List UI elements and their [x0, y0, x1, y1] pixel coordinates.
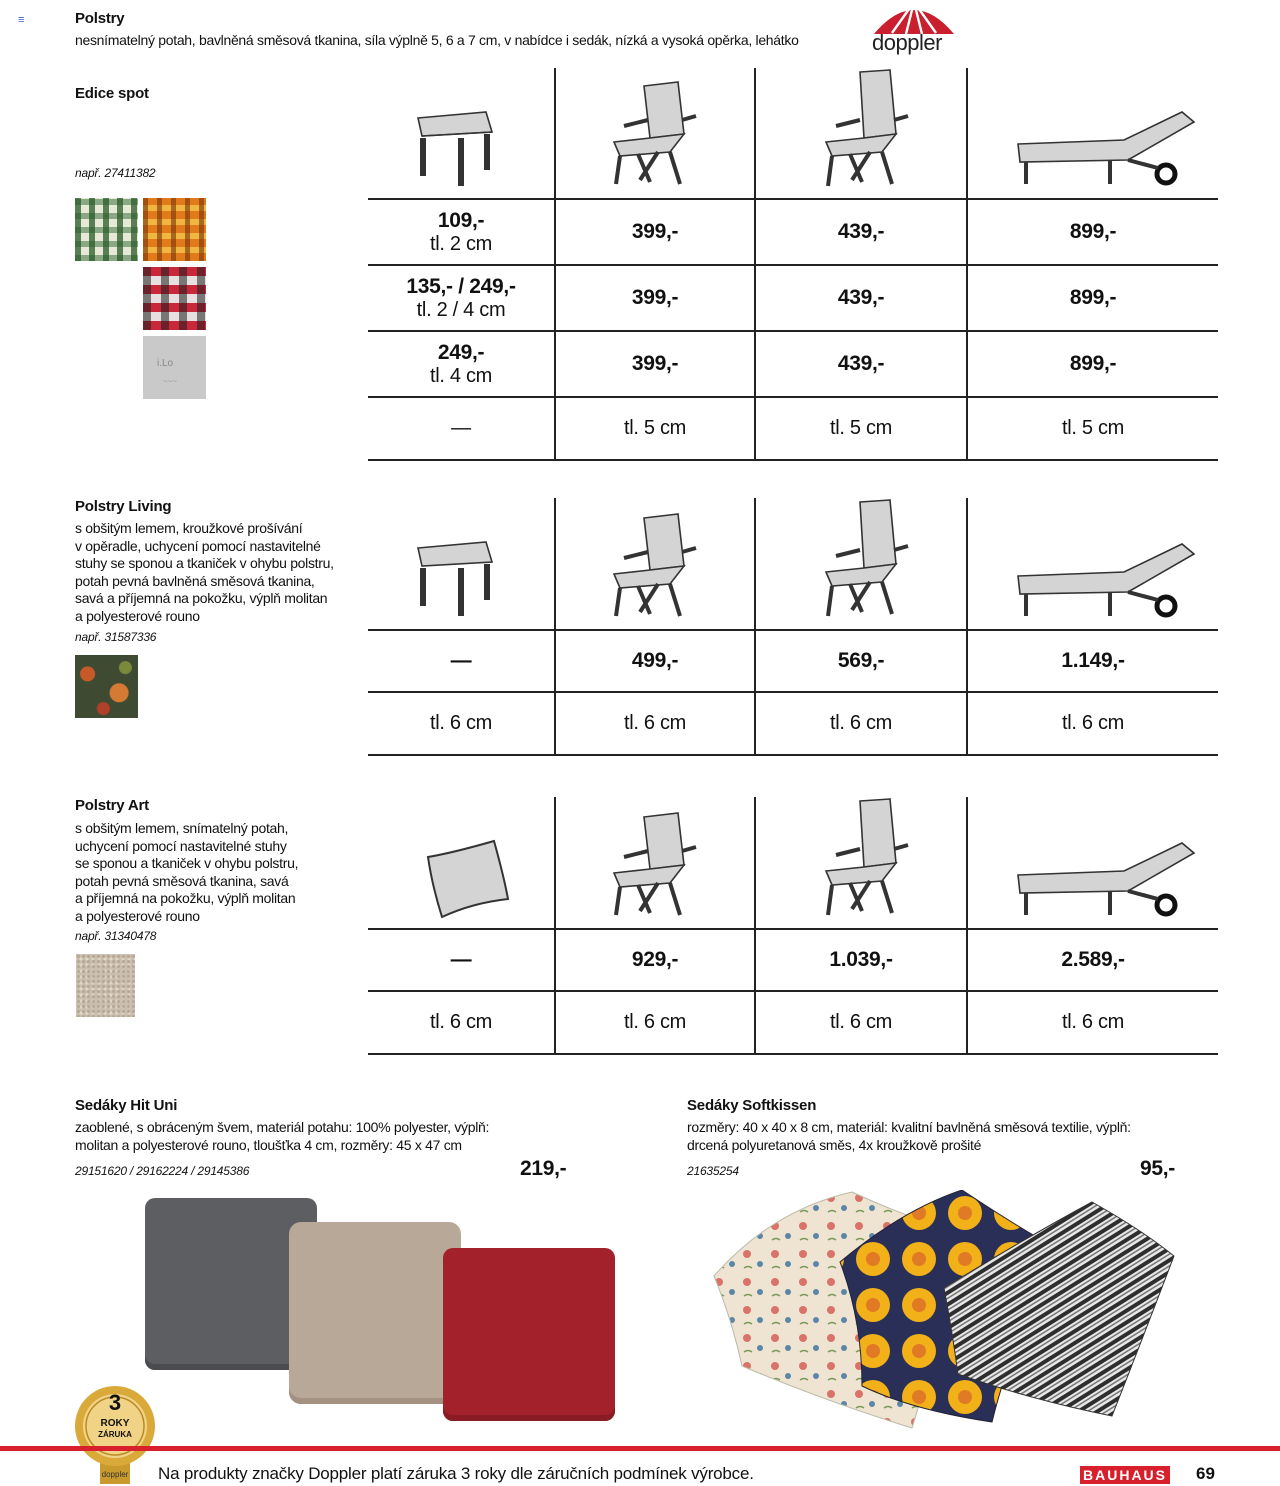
chair-high-back-icon [820, 797, 912, 924]
seat-softkissen-title: Sedáky Softkissen [687, 1097, 817, 1114]
section-polstry-intro: nesnímatelný potah, bavlněná směsová tkanina, síla výplně 5, 6 a 7 cm, v nabídce i sedák, nízká a vysoká opěrka, lehátko [75, 32, 799, 48]
swatch-green-check [75, 198, 138, 261]
price: 135,- / 249,- [406, 274, 516, 298]
price: 899,- [1069, 286, 1117, 309]
seat-softkissen-price: 95,- [1140, 1157, 1175, 1180]
price-table-art [368, 797, 1218, 1057]
seat-hit-uni-price: 219,- [520, 1157, 567, 1180]
stool-cushion-icon [414, 108, 496, 195]
pillow-icon [422, 837, 512, 924]
guarantee-badge [74, 1384, 156, 1484]
page-marker: ≡ [18, 14, 25, 26]
bauhaus-logo: BAUHAUS [1080, 1466, 1170, 1484]
stool-cushion-icon [414, 538, 496, 625]
price: 569,- [837, 649, 885, 672]
price: — [450, 948, 472, 971]
doppler-logo [866, 0, 962, 60]
product-code: např. 27411382 [75, 166, 156, 180]
price: 399,- [631, 286, 679, 309]
section-art-title: Polstry Art [75, 797, 149, 814]
section-polstry-title: Polstry [75, 10, 125, 27]
product-code: např. 31340478 [75, 929, 157, 943]
price: 249,- [437, 340, 485, 364]
thickness: tl. 4 cm [429, 364, 493, 387]
edice-spot-title: Edice spot [75, 85, 149, 102]
thickness: tl. 6 cm [623, 712, 687, 734]
price: 499,- [631, 649, 679, 672]
product-code: 29151620 / 29162224 / 29145386 [75, 1164, 250, 1178]
lounger-icon [1016, 540, 1196, 627]
price: 399,- [631, 352, 679, 375]
seat-hit-uni-desc: zaoblené, s obráceným švem, materiál potahu: 100% polyester, výplň: molitan a polyesterové rouno, tloušťka 4 cm, rozměry: 45 x 47 cm [75, 1119, 490, 1153]
price: 109,- [437, 208, 485, 232]
price: 899,- [1069, 352, 1117, 375]
seat-softkissen-desc: rozměry: 40 x 40 x 8 cm, materiál: kvalitní bavlněná směsová textilie, výplň: drcená polyuretanová směs, 4x kroužkově prošité [687, 1119, 1131, 1153]
svg-text:i.Lo: i.Lo [157, 358, 174, 369]
softkissen-cushions [712, 1190, 1182, 1435]
price: 399,- [631, 220, 679, 243]
section-art-desc: s obšitým lemem, snímatelný potah, uchycení pomocí nastavitelné stuhy se sponou a tkaniček v ohybu polstru, potah pevná směsová tkanina, savá a příjemná na pokožku, výplň molitan a polyesterové rouno [75, 820, 299, 924]
footer-accent-line [0, 1446, 1280, 1451]
thickness: tl. 5 cm [829, 417, 893, 439]
price-table-polstry [368, 68, 1218, 462]
price-table-living [368, 498, 1218, 758]
swatch-beige-melange [76, 954, 135, 1017]
swatch-gray-print [143, 336, 206, 399]
thickness: tl. 5 cm [623, 417, 687, 439]
badge-line1: ROKY [100, 1418, 130, 1429]
chair-low-back-icon [610, 512, 702, 627]
product-code: např. 31587336 [75, 630, 157, 644]
thickness: tl. 6 cm [429, 712, 493, 734]
price: 439,- [837, 220, 885, 243]
thickness: tl. 6 cm [623, 1011, 687, 1033]
thickness: tl. 2 cm [429, 232, 493, 255]
price: 1.039,- [829, 948, 893, 971]
chair-high-back-icon [820, 498, 912, 625]
doppler-wordmark: doppler [872, 30, 942, 55]
badge-brand: doppler [101, 1470, 129, 1479]
thickness: tl. 6 cm [829, 712, 893, 734]
price: 899,- [1069, 220, 1117, 243]
price: — [450, 649, 472, 672]
swatch-orange-check [143, 198, 206, 261]
thickness: — [451, 417, 471, 439]
price: 1.149,- [1061, 649, 1125, 672]
swatch-floral-dark [75, 655, 138, 718]
page-number: 69 [1196, 1464, 1215, 1483]
thickness: tl. 2 / 4 cm [416, 298, 506, 321]
thickness: tl. 6 cm [429, 1011, 493, 1033]
lounger-icon [1016, 108, 1196, 195]
badge-number: 3 [108, 1390, 122, 1415]
price: 929,- [631, 948, 679, 971]
chair-high-back-icon [820, 68, 912, 195]
lounger-icon [1016, 839, 1196, 926]
price: 2.589,- [1061, 948, 1125, 971]
chair-low-back-icon [610, 811, 702, 926]
badge-line2: ZÁRUKA [98, 1430, 132, 1439]
thickness: tl. 6 cm [1061, 1011, 1125, 1033]
thickness: tl. 5 cm [1061, 417, 1125, 439]
price: 439,- [837, 286, 885, 309]
chair-low-back-icon [610, 80, 702, 195]
price: 439,- [837, 352, 885, 375]
cushion-red [443, 1248, 615, 1421]
thickness: tl. 6 cm [829, 1011, 893, 1033]
section-living-desc: s obšitým lemem, kroužkové prošívání v opěradle, uchycení pomocí nastavitelné stuhy se sponou a tkaniček v ohybu polstru, potah pevná bavlněná směsová tkanina, savá a příjemná na pokožku, výplň molitan a polyesterové rouno [75, 520, 334, 624]
section-living-title: Polstry Living [75, 498, 172, 515]
svg-text:~~~: ~~~ [163, 377, 178, 386]
thickness: tl. 6 cm [1061, 712, 1125, 734]
cushion-beige [289, 1222, 461, 1404]
swatch-red-check [143, 267, 206, 330]
footer-note: Na produkty značky Doppler platí záruka 3 roky dle záručních podmínek výrobce. [158, 1464, 754, 1483]
seat-hit-uni-title: Sedáky Hit Uni [75, 1097, 178, 1114]
product-code: 21635254 [687, 1164, 739, 1178]
